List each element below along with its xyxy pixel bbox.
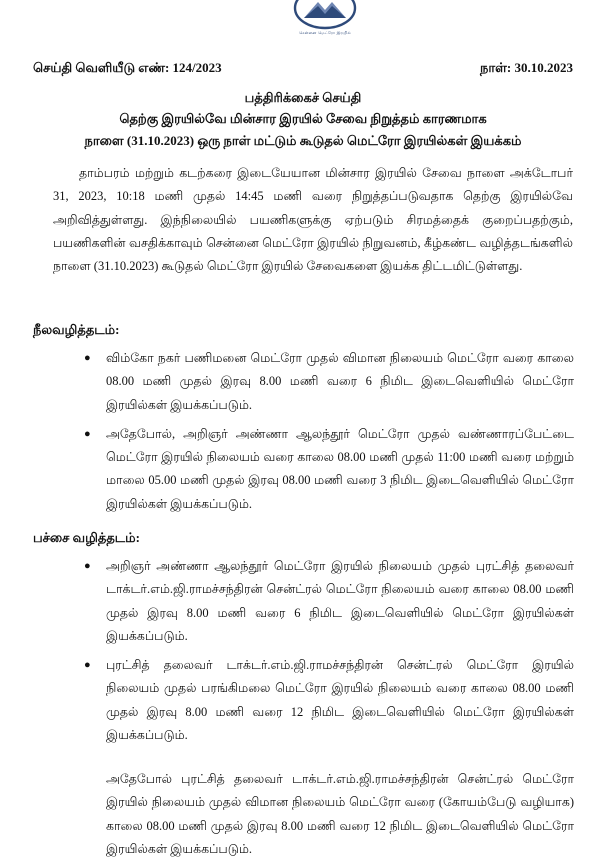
green-line-list <box>84 555 574 753</box>
release-number: செய்தி வெளியீடு எண்: 124/2023 <box>33 60 222 75</box>
blue-line-list <box>84 347 574 522</box>
list-item-text: அறிஞர் அண்ணா ஆலந்தூர் மெட்ரோ இரயில் நிலையம் முதல் புரட்சித் தலைவர் டாக்டர்.எம்.ஜி.ராமச்சந்திரன் சென்ட்ரல் மெட்ரோ நிலையம் வரை காலை 08.00 மணி முதல் இரவு 8.00 மணி வரை 6 நிமிட இடைவெளியில் மெட்ரோ இரயில்கள் இயக்கப்படும். <box>106 559 574 643</box>
release-header <box>33 60 573 80</box>
cmrl-logo <box>282 0 368 42</box>
list-item-text: புரட்சித் தலைவர் டாக்டர்.எம்.ஜி.ராமச்சந்திரன் சென்ட்ரல் மெட்ரோ இரயில் நிலையம் முதல் பரங்கிமலை மெட்ரோ இரயில் நிலையம் வரை காலை 08.00 மணி முதல் இரவு 8.00 மணி வரை 12 நிமிட இடைவெளியில் மெட்ரோ இரயில்கள் இயக்கப்படும். <box>106 658 574 743</box>
list-item <box>84 423 574 516</box>
closing-paragraph: அதேபோல் புரட்சித் தலைவர் டாக்டர்.எம்.ஜி.ராமச்சந்திரன் சென்ட்ரல் மெட்ரோ இரயில் நிலையம் முதல் விமான நிலையம் மெட்ரோ வரை (கோயம்பேடு வழியாக) காலை 08.00 மணி முதல் இரவு 8.00 மணி வரை 12 நிமிட இடைவெளியில் மெட்ரோ இரயில்கள் இயக்கப்படும். <box>106 772 574 856</box>
bullet-icon: ● <box>84 560 91 572</box>
headline-line-2: நாளை (31.10.2023) ஒரு நாள் மட்டும் கூடுதல் மெட்ரோ இரயில்கள் இயக்கம் <box>84 133 522 148</box>
bullet-icon: ● <box>84 427 91 440</box>
press-release-title: பத்திரிக்கைச் செய்தி <box>244 90 362 105</box>
list-item-text: அதேபோல், அறிஞர் அண்ணா ஆலந்தூர் மெட்ரோ முதல் வண்ணாரப்பேட்டை மெட்ரோ இரயில் நிலையம் வரை காலை 08.00 மணி முதல் 11:00 மணி வரை மற்றும் மாலை 05.00 மணி முதல் இரவு 08.00 மணி வரை 3 நிமிட இடைவெளியில் மெட்ரோ இரயில்கள் இயக்கப்படும். <box>106 426 574 511</box>
release-date: நாள்: 30.10.2023 <box>480 60 573 75</box>
headline-line-1: தெற்கு இரயில்வே மின்சார இரயில் சேவை நிறுத்தம் காரணமாக <box>119 111 487 126</box>
list-item <box>84 654 574 747</box>
list-item <box>84 555 574 648</box>
logo-caption: சென்னை மெட்ரோ இரயில் <box>299 30 351 35</box>
list-item <box>84 347 574 417</box>
green-line-heading: பச்சை வழித்தடம்: <box>33 530 140 545</box>
list-item-text: விம்கோ நகர் பணிமனை மெட்ரோ முதல் விமான நிலையம் மெட்ரோ வரை காலை 08.00 மணி முதல் இரவு 8.00 மணி வரை 6 நிமிட இடைவெளியில் மெட்ரோ இரயில்கள் இயக்கப்படும். <box>106 351 574 412</box>
intro-paragraph: தாம்பரம் மற்றும் கடற்கரை இடையேயான மின்சார இரயில் சேவை நாளை அக்டோபர் 31, 2023, 10:18 மணி முதல் 14:45 மணி வரை நிறுத்தப்படுவதாக தெற்கு இரயில்வே அறிவித்துள்ளது. இந்நிலையில் பயணிகளுக்கு ஏற்படும் சிரமத்தைக் குறைப்பதற்கும், பயணிகளின் வசதிக்காவும் சென்னை மெட்ரோ இரயில் நிறுவனம், கீழ்கண்ட வழித்தடங்களில் நாளை (31.10.2023) கூடுதல் மெட்ரோ இரயில் சேவைகளை இயக்க திட்டமிட்டுள்ளது. <box>53 166 573 274</box>
bullet-icon: ● <box>84 659 91 672</box>
blue-line-heading: நீலவழித்தடம்: <box>33 322 120 337</box>
bullet-icon: ● <box>84 352 91 364</box>
cmrl-logo-icon <box>282 0 368 34</box>
